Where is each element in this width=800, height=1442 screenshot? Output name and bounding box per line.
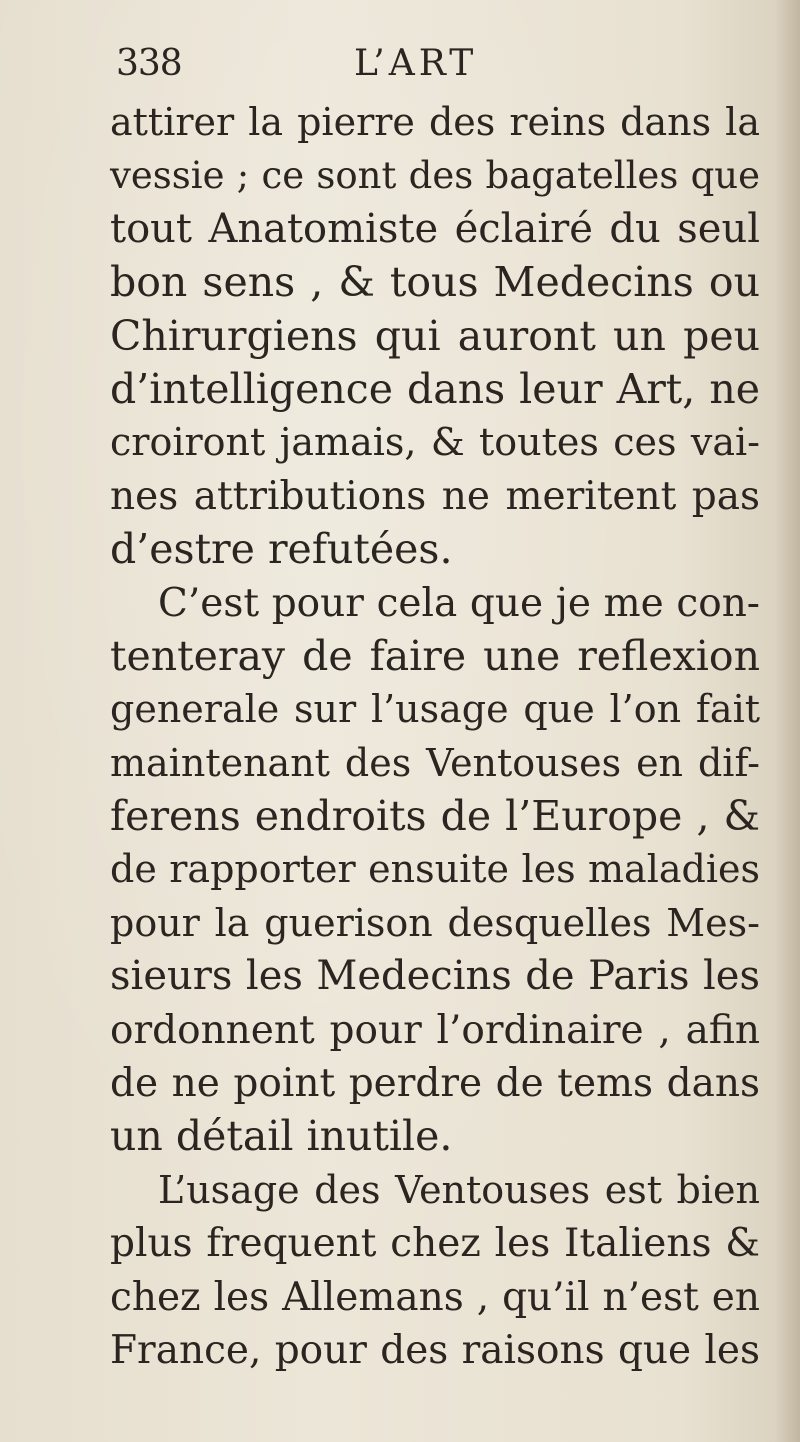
text-line: d’estre refutées. (110, 525, 453, 574)
text-line: un détail inutile. (110, 1112, 453, 1161)
text-line: chez les Allemans , qu’il n’est en (110, 1274, 760, 1320)
body-text (110, 96, 760, 1377)
text-line: de ne point perdre de tems dans (110, 1061, 760, 1107)
text-line: sieurs les Medecins de Paris les (110, 953, 760, 1000)
page-edge-shadow (774, 0, 800, 1442)
text-line: generale sur l’usage que l’on fait (110, 687, 760, 732)
text-line: pour la guerison desquelles Mes- (110, 900, 760, 945)
text-line: de rapporter ensuite les maladies (110, 847, 760, 892)
text-line: maintenant des Ventouses en dif- (110, 740, 760, 785)
text-line: bon sens , & tous Medecins ou (110, 258, 760, 307)
text-line: attirer la pierre des reins dans la (110, 100, 760, 144)
paragraph-start-line: L’usage des Ventouses est bien (158, 1167, 760, 1212)
text-line: croiront jamais, & toutes ces vai- (110, 420, 760, 465)
text-line: ferens endroits de l’Europe , & (110, 792, 760, 841)
text-line: tenteray de faire une reflexion (110, 631, 760, 680)
text-line: nes attributions ne meritent pas (110, 473, 760, 519)
text-line: d’intelligence dans leur Art, ne (110, 364, 760, 413)
text-line: Chirurgiens qui auront un peu (110, 311, 760, 360)
text-line: vessie ; ce sont des bagatelles que (110, 154, 760, 198)
page-header (116, 36, 656, 92)
text-line: France, pour des raisons que les (110, 1327, 760, 1373)
text-line: ordonnent pour l’ordinaire , afin (110, 1007, 760, 1053)
page-number: 338 (116, 43, 182, 84)
text-line: plus frequent chez les Italiens & (110, 1221, 760, 1267)
text-line: tout Anatomiste éclairé du seul (110, 205, 760, 252)
paragraph-start-line: C’est pour cela que je me con- (158, 580, 760, 626)
running-title: L’ART (354, 43, 478, 84)
